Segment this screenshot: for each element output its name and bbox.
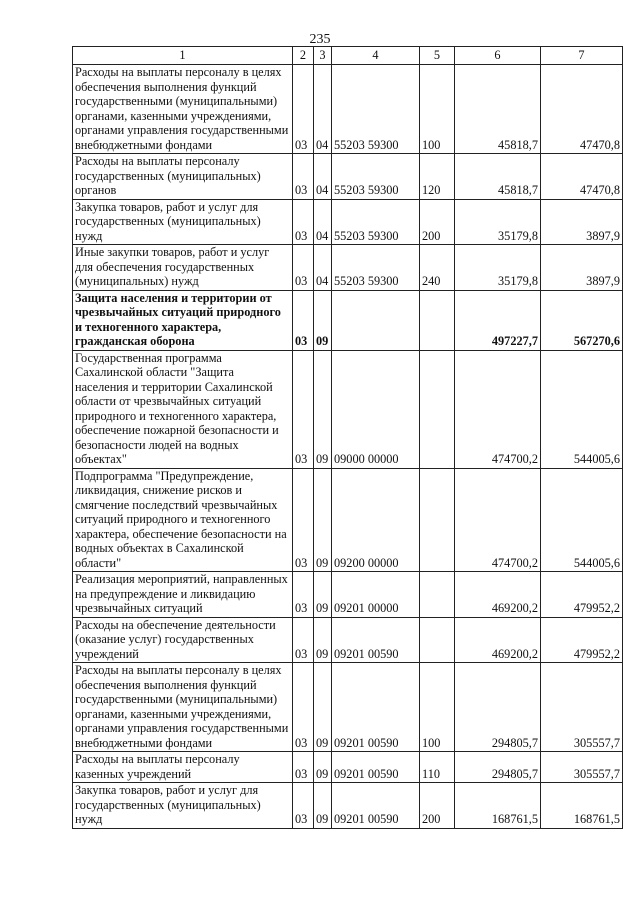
row-section-code: 03 <box>293 468 314 572</box>
row-amount-year1: 497227,7 <box>455 290 541 350</box>
row-section-code: 03 <box>293 245 314 291</box>
row-amount-year1: 45818,7 <box>455 154 541 200</box>
row-amount-year2: 47470,8 <box>541 154 623 200</box>
row-section-code: 03 <box>293 65 314 154</box>
row-amount-year2: 305557,7 <box>541 752 623 783</box>
row-subsection-code: 09 <box>314 290 332 350</box>
row-name: Расходы на обеспечение деятельности (оказание услуг) государственных учреждений <box>73 617 293 663</box>
row-name: Расходы на выплаты персоналу в целях обеспечения выполнения функций государственными (муниципальными) органами, казенными учреждениями, органами управления государственными внебюджетными фондами <box>73 663 293 752</box>
header-col-3: 3 <box>314 47 332 65</box>
row-subsection-code: 09 <box>314 663 332 752</box>
row-subsection-code: 09 <box>314 350 332 468</box>
row-expense-type <box>420 572 455 618</box>
row-expense-type <box>420 617 455 663</box>
table-row <box>73 468 623 572</box>
row-name: Защита населения и территории от чрезвычайных ситуаций природного и техногенного характера, гражданская оборона <box>73 290 293 350</box>
row-section-code: 03 <box>293 663 314 752</box>
table-row <box>73 350 623 468</box>
table-row <box>73 65 623 154</box>
row-section-code: 03 <box>293 572 314 618</box>
row-expense-type: 200 <box>420 783 455 829</box>
row-target-article: 09200 00000 <box>332 468 420 572</box>
row-expense-type: 120 <box>420 154 455 200</box>
page-number: 235 <box>309 32 331 47</box>
table-row <box>73 617 623 663</box>
row-target-article: 55203 59300 <box>332 65 420 154</box>
row-amount-year2: 479952,2 <box>541 572 623 618</box>
row-expense-type: 110 <box>420 752 455 783</box>
header-row <box>73 47 623 65</box>
row-section-code: 03 <box>293 752 314 783</box>
row-target-article: 09201 00000 <box>332 572 420 618</box>
header-col-5: 5 <box>420 47 455 65</box>
header-col-4: 4 <box>332 47 420 65</box>
row-amount-year2: 305557,7 <box>541 663 623 752</box>
row-name: Закупка товаров, работ и услуг для государственных (муниципальных) нужд <box>73 783 293 829</box>
row-section-code: 03 <box>293 154 314 200</box>
row-subsection-code: 09 <box>314 572 332 618</box>
row-amount-year1: 294805,7 <box>455 752 541 783</box>
row-target-article: 09201 00590 <box>332 783 420 829</box>
row-section-code: 03 <box>293 290 314 350</box>
row-target-article <box>332 290 420 350</box>
row-name: Иные закупки товаров, работ и услуг для обеспечения государственных (муниципальных) нужд <box>73 245 293 291</box>
row-amount-year2: 544005,6 <box>541 350 623 468</box>
table-row <box>73 154 623 200</box>
row-expense-type: 100 <box>420 663 455 752</box>
header-col-7: 7 <box>541 47 623 65</box>
row-subsection-code: 09 <box>314 617 332 663</box>
row-subsection-code: 04 <box>314 65 332 154</box>
row-section-code: 03 <box>293 199 314 245</box>
row-amount-year2: 567270,6 <box>541 290 623 350</box>
row-subsection-code: 04 <box>314 154 332 200</box>
row-expense-type <box>420 290 455 350</box>
row-subsection-code: 04 <box>314 199 332 245</box>
header-col-2: 2 <box>293 47 314 65</box>
row-target-article: 55203 59300 <box>332 154 420 200</box>
row-amount-year1: 35179,8 <box>455 245 541 291</box>
row-amount-year1: 469200,2 <box>455 617 541 663</box>
table-row <box>73 572 623 618</box>
row-amount-year1: 45818,7 <box>455 65 541 154</box>
row-target-article: 09000 00000 <box>332 350 420 468</box>
row-section-code: 03 <box>293 783 314 829</box>
row-amount-year1: 469200,2 <box>455 572 541 618</box>
row-amount-year2: 3897,9 <box>541 245 623 291</box>
table-row <box>73 752 623 783</box>
row-target-article: 55203 59300 <box>332 245 420 291</box>
table-row <box>73 783 623 829</box>
table-row <box>73 290 623 350</box>
row-target-article: 09201 00590 <box>332 663 420 752</box>
row-target-article: 09201 00590 <box>332 752 420 783</box>
budget-table <box>72 46 623 829</box>
row-amount-year1: 168761,5 <box>455 783 541 829</box>
row-expense-type: 200 <box>420 199 455 245</box>
table-row <box>73 663 623 752</box>
row-amount-year2: 544005,6 <box>541 468 623 572</box>
row-name: Реализация мероприятий, направленных на предупреждение и ликвидацию чрезвычайных ситуаций <box>73 572 293 618</box>
row-expense-type <box>420 468 455 572</box>
table-row <box>73 245 623 291</box>
row-subsection-code: 09 <box>314 468 332 572</box>
row-amount-year1: 294805,7 <box>455 663 541 752</box>
row-subsection-code: 09 <box>314 752 332 783</box>
row-name: Государственная программа Сахалинской области "Защита населения и территории Сахалинской области от чрезвычайных ситуаций природного и техногенного характера, обеспечение пожарной безопасности и безопасности людей на водных объектах" <box>73 350 293 468</box>
row-section-code: 03 <box>293 350 314 468</box>
header-col-6: 6 <box>455 47 541 65</box>
row-amount-year2: 168761,5 <box>541 783 623 829</box>
row-name: Расходы на выплаты персоналу казенных учреждений <box>73 752 293 783</box>
row-subsection-code: 04 <box>314 245 332 291</box>
header-col-1: 1 <box>73 47 293 65</box>
row-name: Расходы на выплаты персоналу в целях обеспечения выполнения функций государственными (муниципальными) органами, казенными учреждениями, органами управления государственными внебюджетными фондами <box>73 65 293 154</box>
row-amount-year2: 47470,8 <box>541 65 623 154</box>
row-subsection-code: 09 <box>314 783 332 829</box>
row-target-article: 09201 00590 <box>332 617 420 663</box>
row-name: Расходы на выплаты персоналу государственных (муниципальных) органов <box>73 154 293 200</box>
table-row <box>73 199 623 245</box>
row-amount-year2: 479952,2 <box>541 617 623 663</box>
row-amount-year2: 3897,9 <box>541 199 623 245</box>
row-expense-type <box>420 350 455 468</box>
row-amount-year1: 35179,8 <box>455 199 541 245</box>
row-target-article: 55203 59300 <box>332 199 420 245</box>
row-amount-year1: 474700,2 <box>455 468 541 572</box>
row-name: Закупка товаров, работ и услуг для государственных (муниципальных) нужд <box>73 199 293 245</box>
row-amount-year1: 474700,2 <box>455 350 541 468</box>
row-expense-type: 100 <box>420 65 455 154</box>
row-name: Подпрограмма "Предупреждение, ликвидация, снижение рисков и смягчение последствий чрезвычайных ситуаций природного и техногенного характера, обеспечение безопасности на водных объектах в Сахалинской области" <box>73 468 293 572</box>
row-section-code: 03 <box>293 617 314 663</box>
row-expense-type: 240 <box>420 245 455 291</box>
